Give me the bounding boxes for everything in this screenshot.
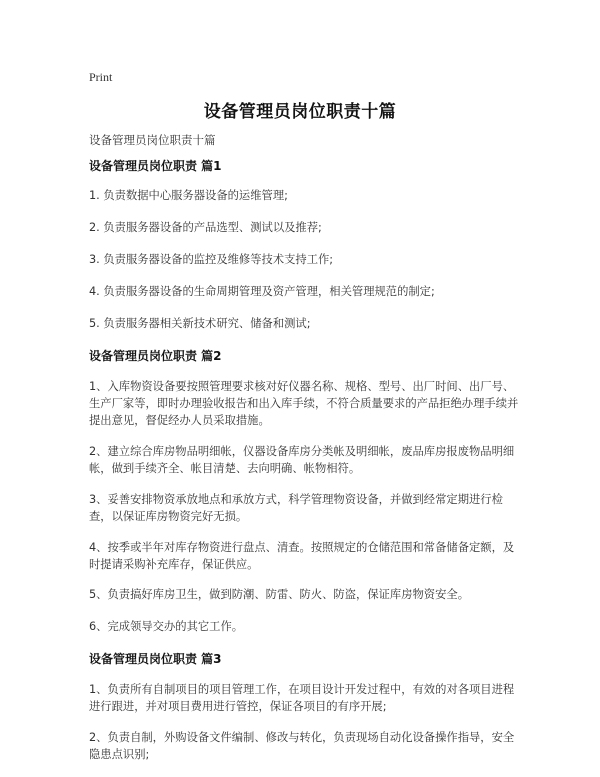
document-body <box>89 158 519 777</box>
list-item: 2. 负责服务器设备的产品选型、测试以及推荐; <box>89 221 322 234</box>
list-item: 5、负责搞好库房卫生，做到防潮、防雷、防火、防盗，保证库房物资安全。 <box>89 588 469 601</box>
document-subtitle: 设备管理员岗位职责十篇 <box>89 133 216 147</box>
page-title: 设备管理员岗位职责十篇 <box>203 102 397 122</box>
list-item: 3. 负责服务器设备的监控及维修等技术支持工作; <box>89 253 334 266</box>
print-label[interactable]: Print <box>89 70 113 84</box>
list-item: 2、负责自制，外购设备文件编制、修改与转化，负责现场自动化设备操作指导，安全隐患点识别; <box>89 731 515 761</box>
list-item: 1、入库物资设备要按照管理要求核对好仪器名称、规格、型号、出厂时间、出厂号、生产厂家等，即时办理验收报告和出入库手续，不符合质量要求的产品拒绝办理手续并提出意见，督促经办人员采取措施。 <box>89 380 519 427</box>
list-item: 1. 负责数据中心服务器设备的运维管理; <box>89 189 288 202</box>
section-heading: 设备管理员岗位职责 篇2 <box>89 349 222 363</box>
list-item: 3、妥善安排物资承放地点和承放方式，科学管理物资设备，并做到经常定期进行检查，以保证库房物资完好无损。 <box>89 493 503 523</box>
list-item: 4、按季或半年对库存物资进行盘点、清查。按照规定的仓储范围和常备储备定额，及时提请采购补充库存，保证供应。 <box>89 541 515 571</box>
list-item: 1、负责所有自制项目的项目管理工作，在项目设计开发过程中，有效的对各项目进程进行跟进，并对项目费用进行管控，保证各项目的有序开展; <box>89 683 515 713</box>
section-3 <box>89 651 519 763</box>
list-item: 6、完成领导交办的其它工作。 <box>89 620 244 633</box>
list-item: 4. 负责服务器设备的生命周期管理及资产管理，相关管理规范的制定; <box>89 285 435 298</box>
section-heading: 设备管理员岗位职责 篇3 <box>89 652 222 666</box>
section-heading: 设备管理员岗位职责 篇1 <box>89 159 222 173</box>
list-item: 2、建立综合库房物品明细帐，仪器设备库房分类帐及明细帐，废品库房报废物品明细帐，做到手续齐全、帐目清楚、去向明确、帐物相符。 <box>89 445 515 475</box>
section-2 <box>89 348 519 635</box>
list-item: 5. 负责服务器相关新技术研究、储备和测试; <box>89 317 311 330</box>
section-1 <box>89 158 519 332</box>
